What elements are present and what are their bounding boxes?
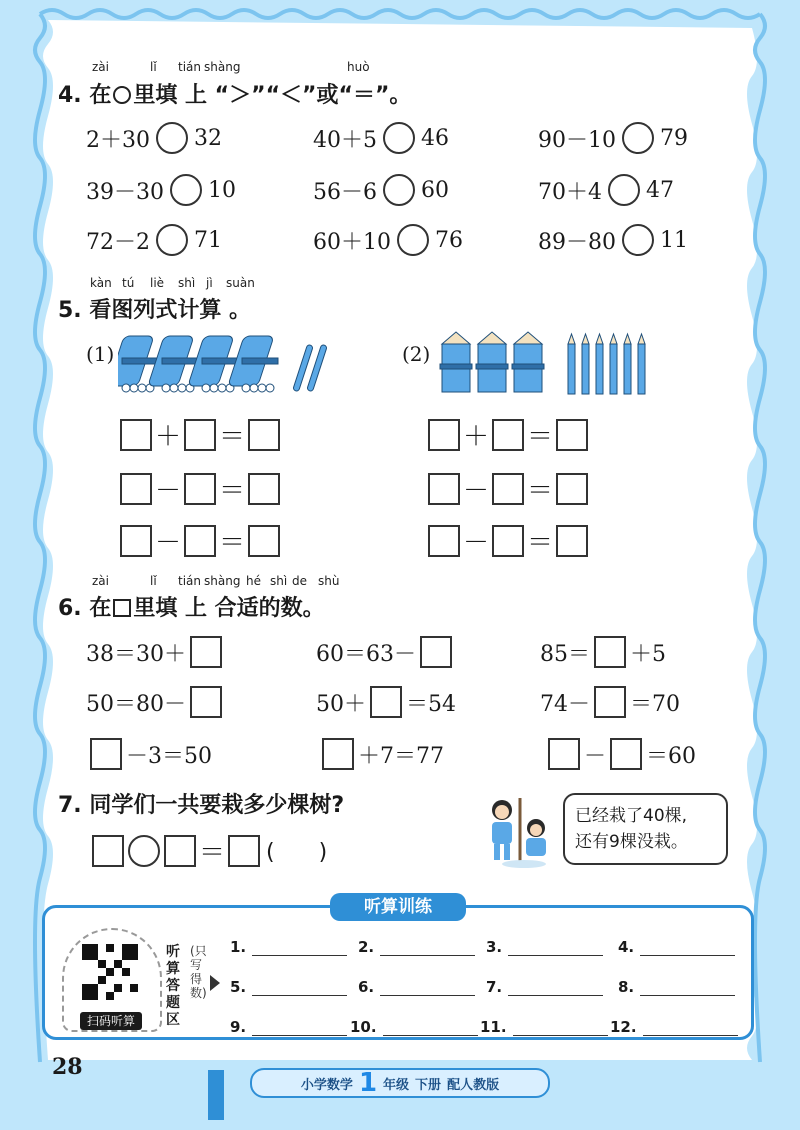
q5-part2-equation: － ＝: [428, 470, 588, 507]
operator-circle[interactable]: [128, 835, 160, 867]
answer-box[interactable]: [492, 525, 524, 557]
answer-box[interactable]: [248, 525, 280, 557]
answer-box[interactable]: [548, 738, 580, 770]
answer-item[interactable]: 3.: [486, 938, 603, 956]
q6-expr: 85＝ ＋5: [540, 634, 666, 670]
q4-expr: 56－6 60: [313, 172, 449, 208]
pinyin-shi: shì: [178, 276, 196, 290]
q6-expr: －3＝50: [90, 736, 212, 772]
answer-box[interactable]: [228, 835, 260, 867]
compare-circle[interactable]: [397, 224, 429, 256]
pinyin-zai: zài: [92, 574, 109, 588]
pinyin-tian: tián: [178, 60, 201, 74]
q7-title: 7. 同学们一共要栽多少棵树?: [58, 793, 345, 818]
pinyin-tu: tú: [122, 276, 135, 290]
compare-circle[interactable]: [170, 174, 202, 206]
q4-expr: 90－10 79: [538, 120, 688, 156]
answer-item[interactable]: 6.: [358, 978, 475, 996]
footer-badge: 小学数学 1 年级 下册 配人教版: [250, 1068, 550, 1098]
qr-label: 扫码听算: [80, 1012, 142, 1030]
pinyin-zai: zài: [92, 60, 109, 74]
q7-equation: ＝ ( ): [92, 832, 327, 869]
answer-area-label: 听算答题区: [166, 944, 180, 1028]
answer-item[interactable]: 2.: [358, 938, 475, 956]
compare-circle[interactable]: [156, 224, 188, 256]
pinyin-huo: huò: [347, 60, 370, 74]
answer-box[interactable]: [322, 738, 354, 770]
answer-box[interactable]: [120, 525, 152, 557]
answer-box[interactable]: [420, 636, 452, 668]
q6-expr: 38＝30＋: [86, 634, 222, 670]
answer-box[interactable]: [594, 636, 626, 668]
answer-item[interactable]: 9.: [230, 1018, 347, 1036]
q4-expr: 2＋30 32: [86, 120, 222, 156]
q6-expr: － ＝60: [548, 736, 696, 772]
q6-expr: 50＝80－: [86, 684, 222, 720]
q4-expr: 39－30 10: [86, 172, 236, 208]
q4-expr: 70＋4 47: [538, 172, 674, 208]
pinyin-shang: shàng: [204, 60, 241, 74]
stick-bundles-illustration: [118, 330, 358, 396]
answer-item[interactable]: 10.: [350, 1018, 478, 1036]
pinyin-he: hé: [246, 574, 261, 588]
q5-title: 5. 看图列式计算 。: [58, 298, 251, 323]
answer-box[interactable]: [164, 835, 196, 867]
answer-box[interactable]: [190, 636, 222, 668]
answer-box[interactable]: [492, 419, 524, 451]
q4-title: 4. 在 里填 上 “＞”“＜”或“＝”。: [58, 83, 412, 108]
answer-item[interactable]: 5.: [230, 978, 347, 996]
pinyin-tian: tián: [178, 574, 201, 588]
children-planting-illustration: [480, 790, 560, 870]
answer-box[interactable]: [184, 419, 216, 451]
compare-circle[interactable]: [622, 224, 654, 256]
pinyin-de: de: [292, 574, 307, 588]
answer-box[interactable]: [556, 473, 588, 505]
q4-expr: 89－80 11: [538, 222, 688, 258]
pinyin-lie: liè: [150, 276, 165, 290]
pinyin-suan: suàn: [226, 276, 255, 290]
answer-item[interactable]: 11.: [480, 1018, 608, 1036]
answer-box[interactable]: [190, 686, 222, 718]
answer-box[interactable]: [610, 738, 642, 770]
q5-part2-equation: ＋ ＝: [428, 416, 588, 453]
q4-expr: 40＋5 46: [313, 120, 449, 156]
q6-expr: ＋7＝77: [322, 736, 444, 772]
pencil-bundles-illustration: [438, 330, 668, 400]
q6-title: 6. 在 里填 上 合适的数。: [58, 596, 325, 621]
pinyin-shang: shàng: [204, 574, 241, 588]
circle-symbol-icon: [113, 86, 131, 104]
answer-box[interactable]: [120, 473, 152, 505]
q6-expr: 50＋ ＝54: [316, 684, 456, 720]
box-symbol-icon: [113, 599, 131, 617]
pinyin-kan: kàn: [90, 276, 112, 290]
answer-box[interactable]: [428, 473, 460, 505]
answer-item[interactable]: 12.: [610, 1018, 738, 1036]
q5-part1-equation: － ＝: [120, 470, 280, 507]
answer-item[interactable]: 8.: [618, 978, 735, 996]
answer-box[interactable]: [492, 473, 524, 505]
answer-box[interactable]: [370, 686, 402, 718]
compare-circle[interactable]: [383, 174, 415, 206]
q4-expr: 72－2 71: [86, 222, 222, 258]
answer-box[interactable]: [120, 419, 152, 451]
q5-part2-label: (2): [402, 342, 431, 366]
pinyin-li: lǐ: [150, 60, 157, 74]
answer-item[interactable]: 4.: [618, 938, 735, 956]
pinyin-li: lǐ: [150, 574, 157, 588]
qr-code-icon[interactable]: [82, 944, 138, 1000]
q6-expr: 74－ ＝70: [540, 684, 680, 720]
answer-box[interactable]: [90, 738, 122, 770]
unit-parentheses[interactable]: ( ): [266, 840, 328, 865]
q5-part1-equation: － ＝: [120, 522, 280, 559]
q5-part1-label: (1): [86, 342, 115, 366]
answer-item[interactable]: 7.: [486, 978, 603, 996]
page-number: 28: [52, 1054, 83, 1080]
answer-box[interactable]: [184, 525, 216, 557]
pinyin-shi: shì: [270, 574, 288, 588]
compare-circle[interactable]: [608, 174, 640, 206]
listening-tab: 听算训练: [330, 893, 466, 921]
answer-box[interactable]: [428, 525, 460, 557]
compare-circle[interactable]: [383, 122, 415, 154]
compare-circle[interactable]: [156, 122, 188, 154]
answer-box[interactable]: [184, 473, 216, 505]
answer-box[interactable]: [248, 473, 280, 505]
q5-part2-equation: － ＝: [428, 522, 588, 559]
answer-box[interactable]: [248, 419, 280, 451]
answer-box[interactable]: [92, 835, 124, 867]
speech-bubble: 已经栽了40棵, 还有9棵没栽。: [563, 793, 728, 865]
q5-part1-equation: ＋ ＝: [120, 416, 280, 453]
answer-area-note: (只写得数): [190, 944, 207, 1000]
answer-box[interactable]: [428, 419, 460, 451]
answer-box[interactable]: [556, 525, 588, 557]
q4-expr: 60＋10 76: [313, 222, 463, 258]
compare-circle[interactable]: [622, 122, 654, 154]
q6-expr: 60＝63－: [316, 634, 452, 670]
answer-box[interactable]: [556, 419, 588, 451]
answer-box[interactable]: [594, 686, 626, 718]
answer-item[interactable]: 1.: [230, 938, 347, 956]
pinyin-shu: shù: [318, 574, 340, 588]
pinyin-ji: jì: [206, 276, 213, 290]
arrow-right-icon: [210, 975, 220, 991]
